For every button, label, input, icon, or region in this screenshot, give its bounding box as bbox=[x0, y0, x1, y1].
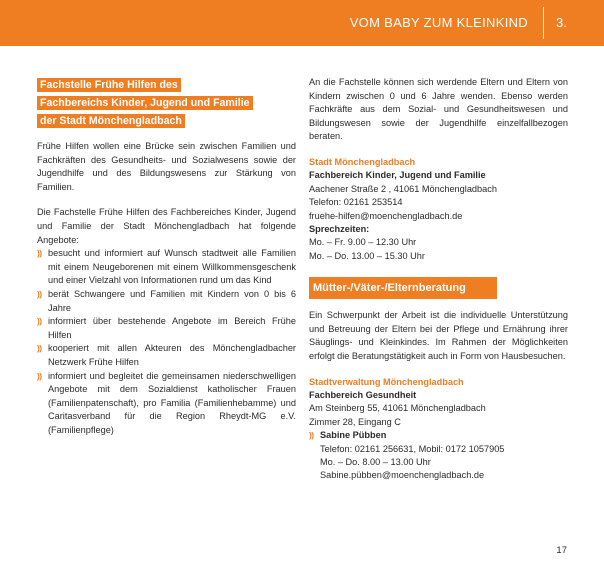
double-chevron-bullet-icon: )) bbox=[37, 343, 42, 354]
contact-person bbox=[309, 429, 568, 442]
contact-phone: Telefon: 02161 253514 bbox=[309, 197, 403, 208]
contact-email[interactable]: fruehe-hilfen@moenchengladbach.de bbox=[309, 210, 463, 221]
contact-org: Stadtverwaltung Mönchengladbach bbox=[309, 376, 464, 387]
left-column bbox=[37, 76, 296, 437]
contact-hours: Mo. – Do. 8.00 – 13.00 Uhr bbox=[320, 457, 431, 468]
contact-hours: Mo. – Fr. 9.00 – 12.30 Uhr bbox=[309, 237, 417, 248]
elternberatung-paragraph: Ein Schwerpunkt der Arbeit ist die individuelle Unterstützung und Betreuung der Eltern bei der Pflege und Ernährung ihrer Säuglings- und Kleinkindes. Im Rahmen der Möglichkeiten erfolgt die Beratungstätigkeit auch in Form von Hausbesuchen. bbox=[309, 310, 568, 361]
contact-phone: Telefon: 02161 256631, Mobil: 0172 1057905 bbox=[320, 443, 505, 454]
right-column bbox=[309, 76, 568, 493]
contact-hours-label: Sprechzeiten: bbox=[309, 224, 370, 234]
contact-email[interactable]: Sabine.pübben@moenchengladbach.de bbox=[320, 470, 485, 481]
double-chevron-bullet-icon: )) bbox=[37, 316, 42, 327]
chapter-title: VOM BABY ZUM KLEINKIND bbox=[349, 15, 528, 30]
contact-department: Fachbereich Gesundheit bbox=[309, 390, 417, 400]
list-item bbox=[37, 342, 296, 369]
list-item-text: kooperiert mit allen Akteuren des Mönchengladbacher Netzwerk Frühe Hilfen bbox=[48, 343, 296, 367]
header-divider bbox=[543, 7, 544, 39]
intro-paragraph: Frühe Hilfen wollen eine Brücke sein zwischen Familien und Fachkräften des Gesundheits- und Sozialwesens sowie der Jugendhilfe und des Bildungswesens zur Stärkung von Familien. bbox=[37, 141, 296, 192]
contact-block-stadt bbox=[309, 156, 568, 263]
heading-line: Fachstelle Frühe Hilfen des bbox=[37, 78, 181, 92]
list-item-text: berät Schwangere und Familien mit Kindern von 0 bis 6 Jahre bbox=[48, 288, 296, 313]
double-chevron-bullet-icon: )) bbox=[309, 430, 314, 441]
contact-address: Aachener Straße 2 , 41061 Mönchengladbach bbox=[309, 183, 497, 194]
section-heading-elternberatung: Mütter-/Väter-/Elternberatung bbox=[309, 277, 497, 299]
contact-block-gesundheit bbox=[309, 376, 568, 483]
offers-list bbox=[37, 247, 296, 437]
chapter-number: 3. bbox=[556, 15, 567, 30]
list-item bbox=[37, 370, 296, 438]
double-chevron-bullet-icon: )) bbox=[37, 370, 42, 381]
list-item-text: informiert und begleitet die gemeinsamen niederschwelligen Angebote mit dem Sozialdienst katholischer Frauen (Familienpatenschaft), pro Familia (Familienhebamme) und Caritasverband für die Region Rheydt-MG e.V. (Familienpflege) bbox=[48, 370, 296, 435]
double-chevron-bullet-icon: )) bbox=[37, 288, 42, 299]
list-item bbox=[37, 247, 296, 288]
chapter-header-band bbox=[0, 0, 604, 46]
heading-line: Fachbereichs Kinder, Jugend und Familie bbox=[37, 96, 253, 110]
section-heading-fruehe-hilfen bbox=[37, 76, 277, 130]
page-number: 17 bbox=[556, 545, 567, 556]
heading-line: der Stadt Mönchengladbach bbox=[37, 114, 185, 128]
contact-org: Stadt Mönchengladbach bbox=[309, 156, 416, 167]
contact-address: Am Steinberg 55, 41061 Mönchengladbach bbox=[309, 403, 486, 414]
contact-room: Zimmer 28, Eingang C bbox=[309, 416, 401, 427]
list-item-text: besucht und informiert auf Wunsch stadtweit alle Familien mit einem Neugeborenen mit einem Willkommensgeschenk und einer Vielzahl von Informationen rund um das Kind bbox=[48, 248, 296, 286]
contact-person-name: Sabine Pübben bbox=[320, 430, 387, 441]
double-chevron-bullet-icon: )) bbox=[37, 248, 42, 259]
contact-hours: Mo. – Do. 13.00 – 15.30 Uhr bbox=[309, 250, 425, 261]
list-item bbox=[37, 288, 296, 315]
list-item bbox=[37, 315, 296, 342]
contact-department: Fachbereich Kinder, Jugend und Familie bbox=[309, 170, 486, 181]
target-group-paragraph: An die Fachstelle können sich werdende Eltern und Eltern von Kindern zwischen 0 und 6 Jahre wenden. Ebenso werden Fachkräfte aus dem Sozial- und Gesundheitswesen und Bildungswesen sowie der Jugendhilfe einzelfallbezogen beraten. bbox=[309, 77, 568, 142]
offers-intro-paragraph: Die Fachstelle Frühe Hilfen des Fachbereiches Kinder, Jugend und Familie der Stadt Mönchengladbach hat folgende Angebote: bbox=[37, 207, 296, 245]
list-item-text: informiert über bestehende Angebote im Bereich Frühe Hilfen bbox=[48, 316, 296, 340]
